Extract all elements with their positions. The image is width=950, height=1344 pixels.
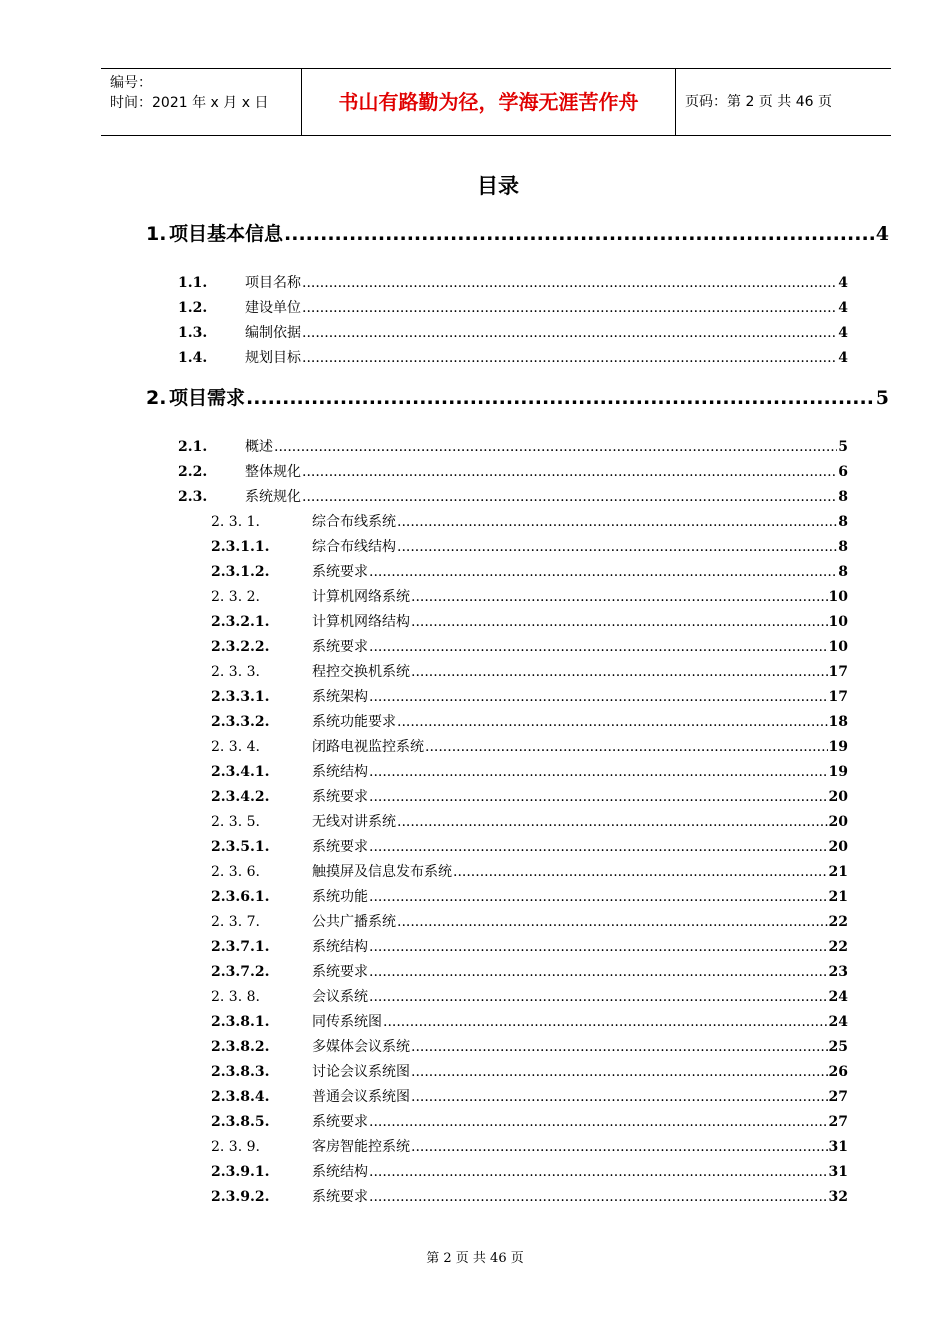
- toc-leader-dots: [397, 810, 828, 834]
- toc-entry-title: 无线对讲系统: [312, 814, 396, 830]
- toc-entry-title: 项目基本信息: [169, 223, 284, 245]
- toc-entry-number: 2. 3. 4.: [211, 739, 260, 755]
- toc-leader-dots: [369, 560, 837, 584]
- toc-entry-title: 编制依据: [245, 325, 301, 341]
- toc-entry-title: 系统规化: [245, 489, 301, 505]
- toc-entry-number: 2. 3. 1.: [211, 514, 260, 530]
- toc-entry-page: 27: [828, 1114, 848, 1130]
- toc-entry-number: 2.3.8.3.: [211, 1064, 270, 1080]
- toc-entry[interactable]: [211, 1185, 848, 1209]
- toc-entry-title: 触摸屏及信息发布系统: [312, 864, 452, 880]
- toc-entry[interactable]: [211, 1135, 848, 1159]
- toc-entry[interactable]: [211, 510, 848, 534]
- toc-entry-title: 建设单位: [245, 300, 301, 316]
- toc-entry-page: 5: [838, 439, 848, 455]
- toc-leader-dots: [369, 635, 828, 659]
- toc-entry-title: 系统要求: [312, 839, 368, 855]
- toc-entry-number: 2. 3. 3.: [211, 664, 260, 680]
- toc-entry[interactable]: [211, 710, 848, 734]
- toc-entry-page: 18: [828, 714, 848, 730]
- toc-entry-page: 27: [828, 1089, 848, 1105]
- toc-entry[interactable]: [211, 660, 848, 684]
- toc-entry-title: 系统结构: [312, 939, 368, 955]
- toc-entry-page: 22: [828, 914, 848, 930]
- toc-entry-title: 系统要求: [312, 564, 368, 580]
- toc-entry[interactable]: [211, 1035, 848, 1059]
- toc-entry[interactable]: [211, 585, 848, 609]
- toc-entry-title: 普通会议系统图: [312, 1089, 410, 1105]
- toc-entry-title: 系统功能: [312, 889, 368, 905]
- toc-entry-number: 2.3.4.1.: [211, 764, 270, 780]
- toc-leader-dots: [302, 296, 837, 320]
- toc-leader-dots: [411, 1135, 828, 1159]
- toc-entry-number: 2.: [146, 387, 167, 409]
- toc-entry-number: 2.3.7.1.: [211, 939, 270, 955]
- toc-entry-number: 2.3.9.1.: [211, 1164, 270, 1180]
- toc-entry-title: 规划目标: [245, 350, 301, 366]
- toc-entry[interactable]: [211, 735, 848, 759]
- toc-entry-page: 23: [828, 964, 848, 980]
- toc-entry-number: 2.1.: [178, 439, 208, 455]
- toc-entry[interactable]: [211, 835, 848, 859]
- toc-entry-number: 2.3.4.2.: [211, 789, 270, 805]
- toc-entry-title: 项目名称: [245, 275, 301, 291]
- toc-leader-dots: [369, 835, 828, 859]
- toc-entry-page: 10: [828, 614, 848, 630]
- toc-entry-page: 20: [828, 814, 848, 830]
- toc-entry-number: 2. 3. 9.: [211, 1139, 260, 1155]
- toc-entry-page: 10: [828, 639, 848, 655]
- toc-entry[interactable]: [178, 460, 848, 484]
- toc-leader-dots: [397, 510, 837, 534]
- toc-entry-page: 4: [838, 325, 848, 341]
- toc-entry-title: 计算机网络系统: [312, 589, 410, 605]
- toc-entry[interactable]: [146, 220, 889, 248]
- toc-entry-title: 闭路电视监控系统: [312, 739, 424, 755]
- toc-entry-title: 系统功能要求: [312, 714, 396, 730]
- toc-entry-number: 2. 3. 8.: [211, 989, 260, 1005]
- toc-entry[interactable]: [211, 1110, 848, 1134]
- toc-entry-number: 2.3.8.4.: [211, 1089, 270, 1105]
- toc-leader-dots: [369, 685, 828, 709]
- toc-entry-title: 计算机网络结构: [312, 614, 410, 630]
- header-meta: [101, 69, 302, 135]
- toc-entry-title: 多媒体会议系统: [312, 1039, 410, 1055]
- page-header: [101, 68, 891, 136]
- toc-leader-dots: [369, 1185, 828, 1209]
- toc-entry-title: 系统架构: [312, 689, 368, 705]
- toc-entry[interactable]: [211, 1060, 848, 1084]
- toc-entry-page: 24: [828, 989, 848, 1005]
- toc-entry[interactable]: [146, 384, 889, 412]
- toc-leader-dots: [302, 485, 837, 509]
- toc-entry[interactable]: [211, 985, 848, 1009]
- toc-leader-dots: [284, 220, 875, 248]
- toc-entry-page: 8: [838, 514, 848, 530]
- toc-entry-title: 系统要求: [312, 789, 368, 805]
- toc-leader-dots: [369, 885, 828, 909]
- toc-entry-page: 26: [828, 1064, 848, 1080]
- toc-entry[interactable]: [211, 535, 848, 559]
- toc-entry-page: 21: [828, 864, 848, 880]
- header-page-label: 页码：第 2 页 共 46 页: [685, 94, 832, 110]
- toc-entry-title: 项目需求: [169, 387, 246, 409]
- toc-entry-page: 5: [875, 387, 889, 409]
- toc-entry-page: 4: [838, 350, 848, 366]
- toc-entry-number: 2.3.2.2.: [211, 639, 270, 655]
- toc-entry[interactable]: [211, 885, 848, 909]
- toc-entry-number: 2.3.2.1.: [211, 614, 270, 630]
- toc-leader-dots: [369, 935, 828, 959]
- toc-entry-number: 2.3.8.2.: [211, 1039, 270, 1055]
- toc-entry-page: 4: [875, 223, 889, 245]
- toc-entry[interactable]: [211, 785, 848, 809]
- toc-entry-number: 2.3.7.2.: [211, 964, 270, 980]
- toc-entry-title: 系统要求: [312, 639, 368, 655]
- toc-entry-number: 2.3.9.2.: [211, 1189, 270, 1205]
- toc-entry[interactable]: [211, 1010, 848, 1034]
- toc-entry[interactable]: [178, 271, 848, 295]
- toc-entry-title: 公共广播系统: [312, 914, 396, 930]
- toc-entry-title: 程控交换机系统: [312, 664, 410, 680]
- toc-entry[interactable]: [178, 296, 848, 320]
- page-footer: 第 2 页 共 46 页: [426, 1251, 524, 1266]
- toc-entry-number: 1.4.: [178, 350, 208, 366]
- time-label: 时间：2021 年 x 月 x 日: [110, 95, 269, 111]
- toc-entry-page: 31: [828, 1139, 848, 1155]
- toc-entry-number: 2.3.3.2.: [211, 714, 270, 730]
- toc-entry-number: 1.: [146, 223, 167, 245]
- toc-leader-dots: [302, 346, 837, 370]
- toc-entry-page: 17: [828, 689, 848, 705]
- toc-entry-number: 2.3.6.1.: [211, 889, 270, 905]
- toc-entry[interactable]: [211, 860, 848, 884]
- toc-entry-page: 19: [828, 739, 848, 755]
- toc-entry-number: 2. 3. 2.: [211, 589, 260, 605]
- toc-entry-number: 1.3.: [178, 325, 208, 341]
- toc-entry-number: 1.1.: [178, 275, 208, 291]
- toc-entry-number: 2.3.1.1.: [211, 539, 270, 555]
- toc-leader-dots: [411, 1085, 828, 1109]
- toc-leader-dots: [453, 860, 828, 884]
- toc-entry-number: 2.2.: [178, 464, 208, 480]
- toc-entry-number: 2.3.: [178, 489, 208, 505]
- toc-leader-dots: [397, 710, 828, 734]
- toc-entry-title: 综合布线系统: [312, 514, 396, 530]
- toc-entry-title: 系统结构: [312, 764, 368, 780]
- toc-entry-number: 1.2.: [178, 300, 208, 316]
- toc-entry-page: 6: [838, 464, 848, 480]
- toc-entry-number: 2.3.3.1.: [211, 689, 270, 705]
- toc-entry-number: 2. 3. 5.: [211, 814, 260, 830]
- toc-entry[interactable]: [211, 635, 848, 659]
- toc-entry-title: 系统要求: [312, 1189, 368, 1205]
- toc-entry[interactable]: [211, 610, 848, 634]
- toc-entry-title: 系统结构: [312, 1164, 368, 1180]
- toc-leader-dots: [411, 1060, 828, 1084]
- toc-entry-number: 2.3.5.1.: [211, 839, 270, 855]
- toc-entry-title: 系统要求: [312, 1114, 368, 1130]
- toc-leader-dots: [369, 1110, 828, 1134]
- toc-entry-number: 2. 3. 7.: [211, 914, 260, 930]
- toc-entry[interactable]: [178, 346, 848, 370]
- toc-leader-dots: [411, 610, 828, 634]
- toc-entry-title: 综合布线结构: [312, 539, 396, 555]
- toc-entry-page: 20: [828, 839, 848, 855]
- toc-entry-page: 8: [838, 539, 848, 555]
- toc-leader-dots: [302, 321, 837, 345]
- toc-entry-title: 客房智能控系统: [312, 1139, 410, 1155]
- toc-entry-page: 20: [828, 789, 848, 805]
- toc-entry-page: 4: [838, 275, 848, 291]
- toc-entry[interactable]: [178, 435, 848, 459]
- toc-entry[interactable]: [178, 321, 848, 345]
- toc-entry-page: 8: [838, 489, 848, 505]
- toc-entry-page: 32: [828, 1189, 848, 1205]
- toc-entry[interactable]: [211, 810, 848, 834]
- toc-leader-dots: [397, 910, 828, 934]
- toc-entry[interactable]: [211, 960, 848, 984]
- toc-leader-dots: [274, 435, 837, 459]
- toc-entry-page: 24: [828, 1014, 848, 1030]
- toc-leader-dots: [369, 785, 828, 809]
- toc-entry-page: 22: [828, 939, 848, 955]
- toc-entry-page: 21: [828, 889, 848, 905]
- toc-leader-dots: [302, 271, 837, 295]
- toc-entry-number: 2.3.8.1.: [211, 1014, 270, 1030]
- toc-leader-dots: [397, 535, 837, 559]
- toc-entry-title: 讨论会议系统图: [312, 1064, 410, 1080]
- toc-entry-number: 2.3.1.2.: [211, 564, 270, 580]
- toc-leader-dots: [425, 735, 828, 759]
- toc-entry-title: 整体规化: [245, 464, 301, 480]
- toc-leader-dots: [302, 460, 837, 484]
- toc-entry-title: 概述: [245, 439, 273, 455]
- toc-entry[interactable]: [211, 935, 848, 959]
- toc-entry-page: 31: [828, 1164, 848, 1180]
- toc-title: 目录: [477, 174, 519, 198]
- toc-leader-dots: [411, 585, 828, 609]
- toc-entry-page: 4: [838, 300, 848, 316]
- toc-entry-title: 系统要求: [312, 964, 368, 980]
- toc-entry-number: 2.3.8.5.: [211, 1114, 270, 1130]
- toc-leader-dots: [246, 384, 875, 412]
- header-motto: 书山有路勤为径，学海无涯苦作舟: [302, 69, 676, 135]
- toc-leader-dots: [369, 960, 828, 984]
- toc-entry[interactable]: [211, 1085, 848, 1109]
- toc-leader-dots: [383, 1010, 828, 1034]
- toc-leader-dots: [411, 660, 828, 684]
- toc-leader-dots: [369, 1160, 828, 1184]
- toc-entry[interactable]: [211, 910, 848, 934]
- serial-label: 编号：: [110, 75, 152, 91]
- toc-entry-title: 同传系统图: [312, 1014, 382, 1030]
- toc-leader-dots: [411, 1035, 828, 1059]
- toc-entry[interactable]: [211, 760, 848, 784]
- toc-entry[interactable]: [211, 1160, 848, 1184]
- toc-entry-title: 会议系统: [312, 989, 368, 1005]
- toc-entry-page: 8: [838, 564, 848, 580]
- toc-entry[interactable]: [211, 560, 848, 584]
- toc-entry-number: 2. 3. 6.: [211, 864, 260, 880]
- toc-entry-page: 10: [828, 589, 848, 605]
- toc-entry[interactable]: [211, 685, 848, 709]
- toc-entry[interactable]: [178, 485, 848, 509]
- toc-entry-page: 17: [828, 664, 848, 680]
- toc-entry-page: 25: [828, 1039, 848, 1055]
- toc-leader-dots: [369, 985, 828, 1009]
- toc-leader-dots: [369, 760, 828, 784]
- toc-entry-page: 19: [828, 764, 848, 780]
